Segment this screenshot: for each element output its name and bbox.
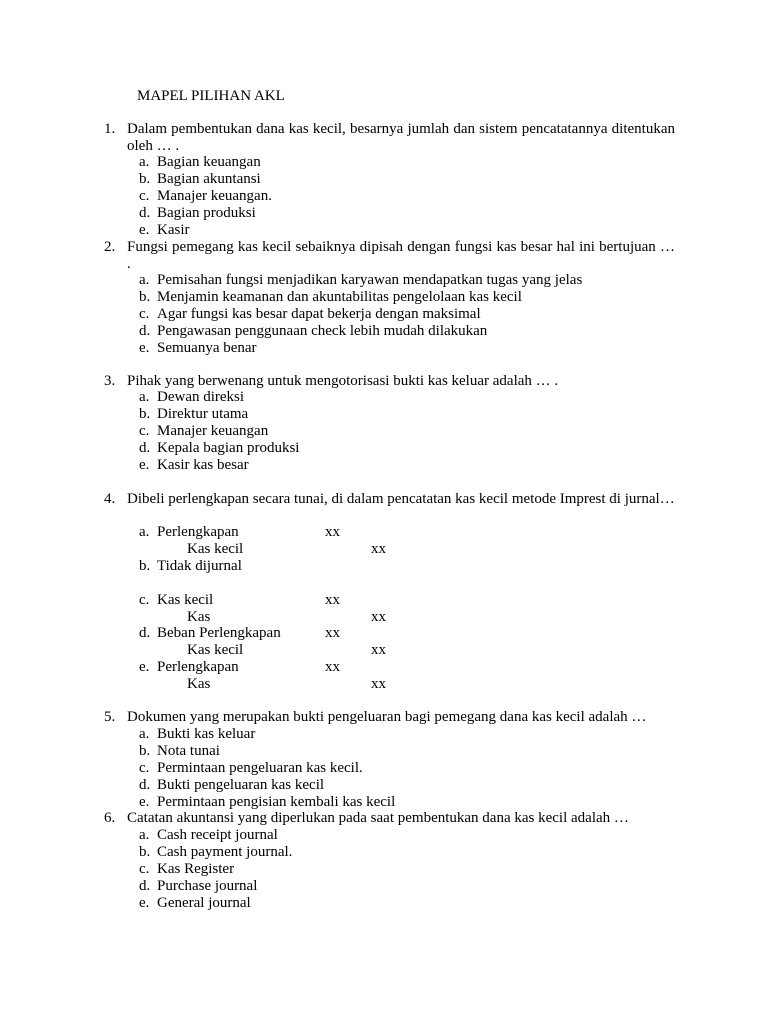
option-text: Dewan direksi xyxy=(157,389,245,405)
option-text: Nota tunai xyxy=(157,743,220,759)
option-b xyxy=(0,406,768,423)
option-b xyxy=(0,171,768,188)
option-letter: a. xyxy=(139,389,150,405)
option-e xyxy=(0,340,768,357)
option-a xyxy=(0,154,768,171)
option-letter: e. xyxy=(139,794,150,810)
option-letter: b. xyxy=(139,558,151,574)
option-letter: b. xyxy=(139,171,151,187)
question-text: Dokumen yang merupakan bukti pengeluaran bagi pemegang dana kas kecil adalah … xyxy=(127,709,647,725)
option-letter: d. xyxy=(139,777,151,793)
option-e xyxy=(0,222,768,239)
option-d xyxy=(0,878,768,895)
option-d xyxy=(0,777,768,794)
question-text: Dibeli perlengkapan secara tunai, di dalam pencatatan kas kecil metode Imprest di jurnal… xyxy=(127,491,675,507)
question-number: 5. xyxy=(104,709,116,725)
option-c xyxy=(0,861,768,878)
question-text: Dalam pembentukan dana kas kecil, besarnya jumlah dan sistem pencatatannya ditentukan oleh … . xyxy=(127,121,675,154)
option-letter: b. xyxy=(139,743,151,759)
option-text: Kepala bagian produksi xyxy=(157,440,300,456)
question-number: 6. xyxy=(104,810,116,826)
option-letter: d. xyxy=(139,878,151,894)
option-d-credit-line xyxy=(0,642,768,659)
option-e xyxy=(0,895,768,912)
option-letter: b. xyxy=(139,289,151,305)
option-a-credit-line xyxy=(0,541,768,558)
option-b xyxy=(0,844,768,861)
option-letter: a. xyxy=(139,154,150,170)
option-d xyxy=(0,323,768,340)
option-letter: c. xyxy=(139,592,150,608)
option-a xyxy=(0,726,768,743)
option-c xyxy=(0,188,768,205)
option-text: Purchase journal xyxy=(157,878,258,894)
option-letter: e. xyxy=(139,659,150,675)
question-text: Pihak yang berwenang untuk mengotorisasi bukti kas keluar adalah … . xyxy=(127,373,559,389)
option-letter: d. xyxy=(139,205,151,221)
option-letter: a. xyxy=(139,524,150,540)
option-a xyxy=(0,827,768,844)
option-a xyxy=(0,272,768,289)
option-c xyxy=(0,423,768,440)
journal-credit-amount: xx xyxy=(371,676,386,692)
option-text: Semuanya benar xyxy=(157,340,257,356)
option-letter: a. xyxy=(139,726,150,742)
option-c-credit-line xyxy=(0,609,768,626)
option-text: Kasir xyxy=(157,222,190,238)
journal-credit-account: Kas xyxy=(187,609,211,625)
option-b xyxy=(0,289,768,306)
option-b xyxy=(0,558,768,575)
option-text: Cash payment journal. xyxy=(157,844,293,860)
option-text: Kasir kas besar xyxy=(157,457,249,473)
journal-credit-account: Kas kecil xyxy=(187,642,244,658)
option-text: Direktur utama xyxy=(157,406,249,422)
option-letter: a. xyxy=(139,272,150,288)
question-text: Fungsi pemegang kas kecil sebaiknya dipisah dengan fungsi kas besar hal ini bertujuan … . xyxy=(127,239,675,272)
journal-debit-amount: xx xyxy=(325,625,340,641)
question-number: 4. xyxy=(104,491,116,507)
option-text: Menjamin keamanan dan akuntabilitas pengelolaan kas kecil xyxy=(157,289,522,305)
option-text: Permintaan pengeluaran kas kecil. xyxy=(157,760,363,776)
option-d xyxy=(0,440,768,457)
question-text: Catatan akuntansi yang diperlukan pada saat pembentukan dana kas kecil adalah … xyxy=(127,810,629,826)
journal-debit-account: Perlengkapan xyxy=(157,524,239,540)
option-letter: b. xyxy=(139,406,151,422)
option-text: Manajer keuangan xyxy=(157,423,269,439)
journal-credit-amount: xx xyxy=(371,541,386,557)
journal-credit-account: Kas xyxy=(187,676,211,692)
journal-debit-amount: xx xyxy=(325,524,340,540)
option-text: Tidak dijurnal xyxy=(157,558,242,574)
option-letter: b. xyxy=(139,844,151,860)
option-letter: e. xyxy=(139,222,150,238)
option-text: Bukti pengeluaran kas kecil xyxy=(157,777,325,793)
journal-debit-amount: xx xyxy=(325,592,340,608)
journal-credit-account: Kas kecil xyxy=(187,541,244,557)
option-letter: c. xyxy=(139,861,150,877)
option-letter: d. xyxy=(139,440,151,456)
option-text: Bagian keuangan xyxy=(157,154,261,170)
option-c xyxy=(0,592,768,609)
option-text: General journal xyxy=(157,895,251,911)
option-letter: c. xyxy=(139,306,150,322)
journal-debit-account: Perlengkapan xyxy=(157,659,239,675)
option-letter: c. xyxy=(139,188,150,204)
option-e xyxy=(0,457,768,474)
question-number: 1. xyxy=(104,121,116,137)
option-text: Permintaan pengisian kembali kas kecil xyxy=(157,794,396,810)
option-a xyxy=(0,389,768,406)
option-text: Pemisahan fungsi menjadikan karyawan mendapatkan tugas yang jelas xyxy=(157,272,583,288)
option-text: Cash receipt journal xyxy=(157,827,278,843)
option-b xyxy=(0,743,768,760)
option-letter: e. xyxy=(139,895,150,911)
journal-debit-account: Kas kecil xyxy=(157,592,214,608)
option-text: Bagian produksi xyxy=(157,205,256,221)
option-letter: d. xyxy=(139,323,151,339)
journal-credit-amount: xx xyxy=(371,609,386,625)
option-text: Kas Register xyxy=(157,861,235,877)
option-letter: d. xyxy=(139,625,151,641)
journal-credit-amount: xx xyxy=(371,642,386,658)
journal-debit-amount: xx xyxy=(325,659,340,675)
option-text: Pengawasan penggunaan check lebih mudah dilakukan xyxy=(157,323,488,339)
option-text: Bagian akuntansi xyxy=(157,171,261,187)
option-d xyxy=(0,205,768,222)
option-text: Manajer keuangan. xyxy=(157,188,272,204)
option-c xyxy=(0,306,768,323)
option-text: Agar fungsi kas besar dapat bekerja dengan maksimal xyxy=(157,306,481,322)
option-letter: c. xyxy=(139,760,150,776)
option-e xyxy=(0,659,768,676)
journal-debit-account: Beban Perlengkapan xyxy=(157,625,281,641)
option-a xyxy=(0,524,768,541)
option-e-credit-line xyxy=(0,676,768,693)
option-letter: a. xyxy=(139,827,150,843)
option-d xyxy=(0,625,768,642)
option-letter: e. xyxy=(139,457,150,473)
page-title: MAPEL PILIHAN AKL xyxy=(137,88,285,104)
option-letter: e. xyxy=(139,340,150,356)
question-number: 2. xyxy=(104,239,116,255)
option-letter: c. xyxy=(139,423,150,439)
option-c xyxy=(0,760,768,777)
option-e xyxy=(0,794,768,811)
option-text: Bukti kas keluar xyxy=(157,726,256,742)
question-number: 3. xyxy=(104,373,116,389)
